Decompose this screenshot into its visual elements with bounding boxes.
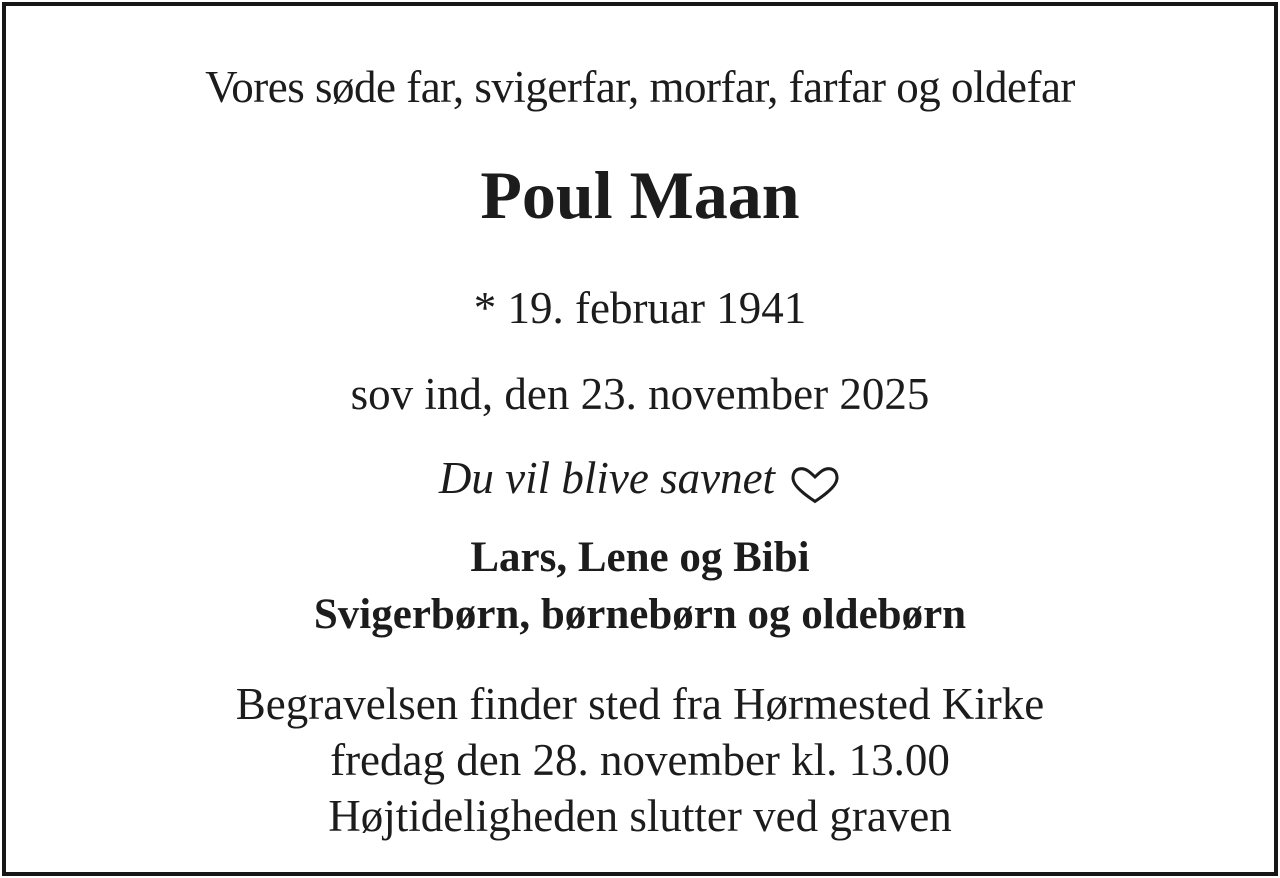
death-notice-card xyxy=(2,2,1278,876)
farewell-line xyxy=(6,453,1274,503)
notice-content xyxy=(6,6,1274,844)
heart-outline-icon xyxy=(789,459,841,507)
funeral-closing-line: Højtideligheden slutter ved graven xyxy=(328,791,952,841)
family-relatives-line: Svigerbørn, børnebørn og oldebørn xyxy=(313,591,967,638)
family-names-line: Lars, Lene og Bibi xyxy=(470,534,810,581)
birth-date-line: * 19. februar 1941 xyxy=(473,283,807,333)
intro-line: Vores søde far, svigerfar, morfar, farfar og oldefar xyxy=(205,62,1075,112)
family-block xyxy=(6,529,1274,643)
funeral-location-line: Begravelsen finder sted fra Hørmested Kirke xyxy=(235,679,1045,729)
funeral-datetime-line: fredag den 28. november kl. 13.00 xyxy=(330,735,950,785)
deceased-name: Poul Maan xyxy=(480,157,800,233)
funeral-block xyxy=(6,676,1274,844)
farewell-text: Du vil blive savnet xyxy=(438,453,776,503)
death-date-line: sov ind, den 23. november 2025 xyxy=(350,369,930,419)
